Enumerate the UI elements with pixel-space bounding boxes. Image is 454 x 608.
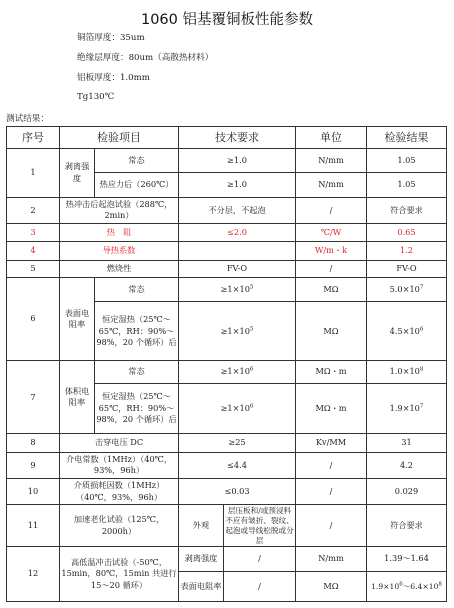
item-cell: 常态 xyxy=(95,361,179,383)
requirement-cell: FV-O xyxy=(179,260,296,277)
unit-cell: MΩ xyxy=(296,302,367,361)
requirement-cell: 不分层，不起泡 xyxy=(179,197,296,223)
item-cell: 常态 xyxy=(95,277,179,301)
item-cell: 燃烧性 xyxy=(60,260,179,277)
requirement-cell: ≥1.0 xyxy=(179,149,296,173)
result-cell: 4.2 xyxy=(367,452,447,478)
result-cell: $5.0\times 10^7$ xyxy=(367,277,447,301)
table-row xyxy=(7,260,447,277)
unit-cell: N/mm xyxy=(296,149,367,173)
result-cell: $1.9\times 10^6\sim 6.4\times 10^8$ xyxy=(367,571,447,602)
spec-aluminum: 铝板厚度：1.0mm xyxy=(77,73,150,83)
group-label: 体积电阻率 xyxy=(60,361,95,434)
requirement-text: / xyxy=(258,580,261,591)
requirement-cell xyxy=(179,505,296,547)
requirement-text: / xyxy=(258,553,261,564)
unit-cell: / xyxy=(296,479,367,505)
item-cell: 恒定湿热（25℃～65℃，RH：90%～98%，20 个循环）后 xyxy=(95,302,179,361)
header-no: 序号 xyxy=(7,127,60,149)
requirement-cell xyxy=(179,547,296,571)
row-number: 7 xyxy=(7,361,60,434)
table-row xyxy=(7,547,447,571)
unit-cell: N/mm xyxy=(296,173,367,197)
unit-cell: / xyxy=(296,452,367,478)
result-cell: $1.9\times 10^7$ xyxy=(367,383,447,434)
row-number: 4 xyxy=(7,242,60,260)
sub-item-cell: 剥离强度 xyxy=(179,547,224,570)
requirement-cell: $\ge 1\times 10^5$ xyxy=(179,302,296,361)
requirement-cell: $\ge 1\times 10^6$ xyxy=(179,361,296,383)
unit-cell: W/m・k xyxy=(296,242,367,260)
item-cell: 介质损耗因数（1MHz）（40℃，93%，96h） xyxy=(60,479,179,505)
table-header-row xyxy=(7,127,447,149)
requirement-cell: ≥25 xyxy=(179,434,296,452)
item-cell: 介电常数（1MHz）（40℃，93%，96h） xyxy=(60,452,179,478)
requirement-text: 层压板和/或预浸料不应有皱折、裂纹、起泡或导线松脱或分层 xyxy=(225,505,294,545)
header-requirement: 技术要求 xyxy=(179,127,296,149)
unit-cell: ℃/W xyxy=(296,224,367,242)
table-row xyxy=(7,149,447,173)
table-row xyxy=(7,479,447,505)
spec-copper-foil: 铜箔厚度：35um xyxy=(77,33,145,43)
item-cell: 热应力后（260℃） xyxy=(95,173,179,197)
item-cell: 加速老化试验（125℃，2000h） xyxy=(60,505,179,547)
header-unit: 单位 xyxy=(296,127,367,149)
row-number: 6 xyxy=(7,277,60,360)
row-number: 5 xyxy=(7,260,60,277)
page-title: 1060 铝基覆铜板性能参数 xyxy=(140,12,313,28)
result-cell: FV-O xyxy=(367,260,447,277)
row-number: 12 xyxy=(7,547,60,602)
row-number: 1 xyxy=(7,149,60,198)
unit-cell: MΩ・m xyxy=(296,361,367,383)
spec-insulation: 绝缘层厚度：80um（高散热材料） xyxy=(77,53,214,63)
unit-cell: / xyxy=(296,505,367,547)
table-row xyxy=(7,361,447,383)
row-number: 8 xyxy=(7,434,60,452)
item-cell: 常态 xyxy=(95,149,179,173)
result-cell: 1.2 xyxy=(367,242,447,260)
result-cell: 0.029 xyxy=(367,479,447,505)
unit-cell: Kv/MM xyxy=(296,434,367,452)
item-cell: 高低温冲击试验（-50℃，15min，80℃，15min 共进行 15～20 循环） xyxy=(60,547,179,602)
sub-item-cell: 表面电阻率 xyxy=(179,572,224,602)
result-cell: 1.05 xyxy=(367,173,447,197)
row-number: 11 xyxy=(7,505,60,547)
table-row xyxy=(7,242,447,260)
requirement-cell: ≤0.03 xyxy=(179,479,296,505)
result-cell: 1.39～1.64 xyxy=(367,547,447,571)
table-row xyxy=(7,277,447,301)
result-cell: $4.5\times 10^6$ xyxy=(367,302,447,361)
unit-cell: / xyxy=(296,260,367,277)
result-cell: 31 xyxy=(367,434,447,452)
unit-cell: / xyxy=(296,197,367,223)
unit-cell: N/mm xyxy=(296,547,367,571)
results-table xyxy=(6,126,447,602)
item-cell: 热 阻 xyxy=(60,224,179,242)
table-row xyxy=(7,505,447,547)
requirement-cell: ≤4.4 xyxy=(179,452,296,478)
unit-cell: MΩ xyxy=(296,571,367,602)
row-number: 3 xyxy=(7,224,60,242)
row-number: 9 xyxy=(7,452,60,478)
requirement-cell xyxy=(179,571,296,602)
row-number: 10 xyxy=(7,479,60,505)
header-result: 检验结果 xyxy=(367,127,447,149)
group-label: 表面电阻率 xyxy=(60,277,95,360)
unit-cell: MΩ・m xyxy=(296,383,367,434)
table-row xyxy=(7,197,447,223)
sub-item-cell: 外观 xyxy=(179,505,224,546)
result-cell: 符合要求 xyxy=(367,505,447,547)
requirement-cell: ≥1.0 xyxy=(179,173,296,197)
item-cell: 恒定湿热（25℃～65℃，RH：90%～98%，20 个循环）后 xyxy=(95,383,179,434)
table-row xyxy=(7,434,447,452)
requirement-cell xyxy=(179,242,296,260)
item-cell: 热冲击后起泡试验（288℃，2min） xyxy=(60,197,179,223)
result-cell: 1.05 xyxy=(367,149,447,173)
unit-cell: MΩ xyxy=(296,277,367,301)
requirement-cell: $\ge 1\times 10^5$ xyxy=(179,277,296,301)
spec-tg: Tg130℃ xyxy=(77,92,115,102)
requirement-cell: $\ge 1\times 10^6$ xyxy=(179,383,296,434)
result-cell: 0.65 xyxy=(367,224,447,242)
row-number: 2 xyxy=(7,197,60,223)
header-item: 检验项目 xyxy=(60,127,179,149)
group-label: 剥离强度 xyxy=(60,149,95,198)
result-cell: 符合要求 xyxy=(367,197,447,223)
table-row xyxy=(7,452,447,478)
item-cell: 击穿电压 DC xyxy=(60,434,179,452)
result-cell: $1.0\times 10^8$ xyxy=(367,361,447,383)
item-cell: 导热系数 xyxy=(60,242,179,260)
test-results-label: 测试结果： xyxy=(6,114,49,124)
requirement-cell: ≤2.0 xyxy=(179,224,296,242)
table-row xyxy=(7,224,447,242)
